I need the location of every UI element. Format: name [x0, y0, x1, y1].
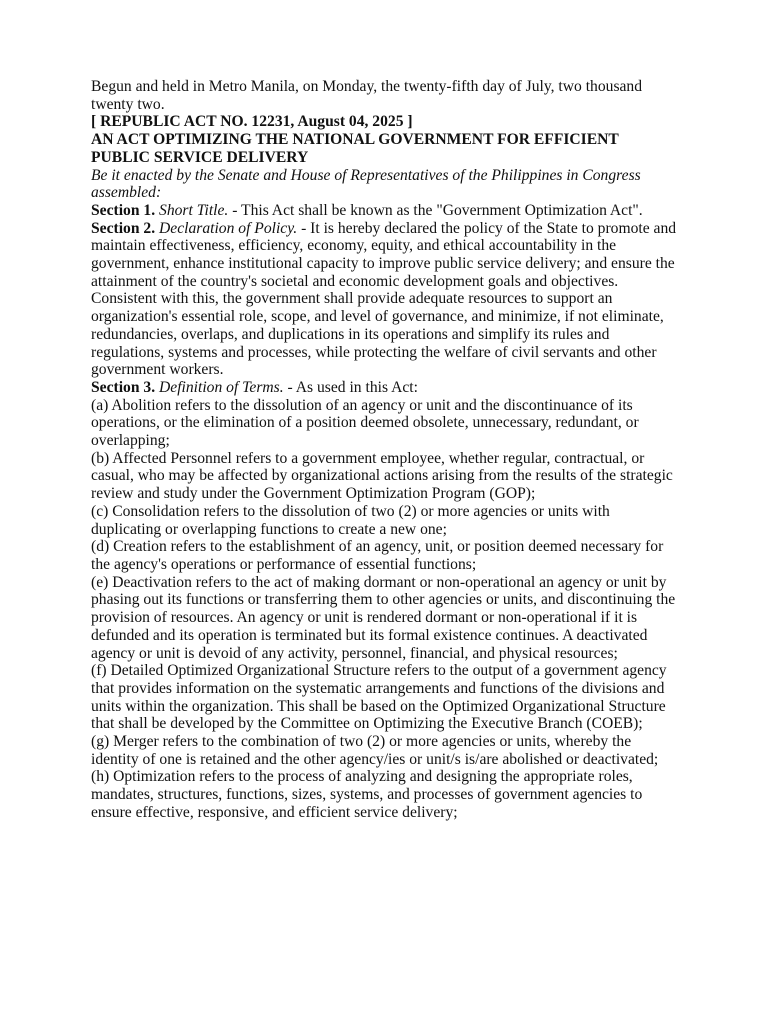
definition-item: (d) Creation refers to the establishment of an agency, unit, or position deemed necessary for the agency's operations or performance of essential functions; — [91, 538, 664, 573]
section-text: - This Act shall be known as the "Government Optimization Act". — [228, 201, 643, 219]
section-label: Section 3. — [91, 378, 156, 396]
section-3 — [91, 379, 681, 397]
document-page — [91, 78, 681, 822]
preamble: Begun and held in Metro Manila, on Monday, the twenty-fifth day of July, two thousand twenty two. — [91, 78, 643, 113]
definition-item: (e) Deactivation refers to the act of making dormant or non-operational an agency or unit by phasing out its functions or transferring them to other agencies or units, and discontinuing the provision of resources. An agency or unit is rendered dormant or non-operational if it is defunded and its operation is terminated but its formal existence continues. A deactivated agency or unit is devoid of any activity, personnel, financial, and physical resources; — [91, 573, 676, 662]
section-heading: Definition of Terms. — [159, 378, 284, 396]
act-number: [ REPUBLIC ACT NO. 12231, August 04, 2025 ] — [91, 113, 413, 131]
definition-item: (b) Affected Personnel refers to a government employee, whether regular, contractual, or casual, who may be affected by organizational actions arising from the results of the strategic review and study under the Government Optimization Program (GOP); — [91, 449, 673, 503]
section-heading: Short Title. — [159, 201, 229, 219]
definition-item: (g) Merger refers to the combination of two (2) or more agencies or units, whereby the identity of one is retained and the other agency/ies or unit/s is/are abolished or deactivated; — [91, 733, 659, 768]
act-title: AN ACT OPTIMIZING THE NATIONAL GOVERNMENT FOR EFFICIENT PUBLIC SERVICE DELIVERY — [91, 131, 619, 166]
definition-item: (f) Detailed Optimized Organizational Structure refers to the output of a government agency that provides information on the systematic arrangements and functions of the divisions and units within the organization. This shall be based on the Optimized Organizational Structure that shall be developed by the Committee on Optimizing the Executive Branch (COEB); — [91, 662, 667, 733]
section-label: Section 1. — [91, 201, 156, 219]
section-text: - It is hereby declared the policy of the State to promote and maintain effectiveness, efficiency, economy, equity, and ethical accountability in the government, enhance institutional capacity to improve public service delivery; and ensure the attainment of the country's societal and economic development goals and objectives. Consistent with this, the government shall provide adequate resources to support an organization's essential role, scope, and level of governance, and minimize, if not eliminate, redundancies, overlaps, and duplications in its operations and simplify its rules and regulations, systems and processes, while protecting the welfare of civil servants and other government workers. — [91, 219, 677, 379]
section-heading: Declaration of Policy. — [159, 219, 298, 237]
section-text: - As used in this Act: — [283, 378, 418, 396]
enacting-clause: Be it enacted by the Senate and House of Representatives of the Philippines in Congress assembled: — [91, 166, 641, 202]
section-2 — [91, 220, 681, 379]
section-label: Section 2. — [91, 219, 156, 237]
definition-item: (h) Optimization refers to the process of analyzing and designing the appropriate roles, mandates, structures, functions, sizes, systems, and processes of government agencies to ensure effective, responsive, and efficient service delivery; — [91, 768, 643, 821]
section-1 — [91, 202, 681, 220]
definition-item: (a) Abolition refers to the dissolution of an agency or unit and the discontinuance of its operations, or the elimination of a position deemed obsolete, unnecessary, redundant, or overlapping; — [91, 396, 639, 450]
definition-item: (c) Consolidation refers to the dissolution of two (2) or more agencies or units with duplicating or overlapping functions to create a new one; — [91, 502, 610, 538]
